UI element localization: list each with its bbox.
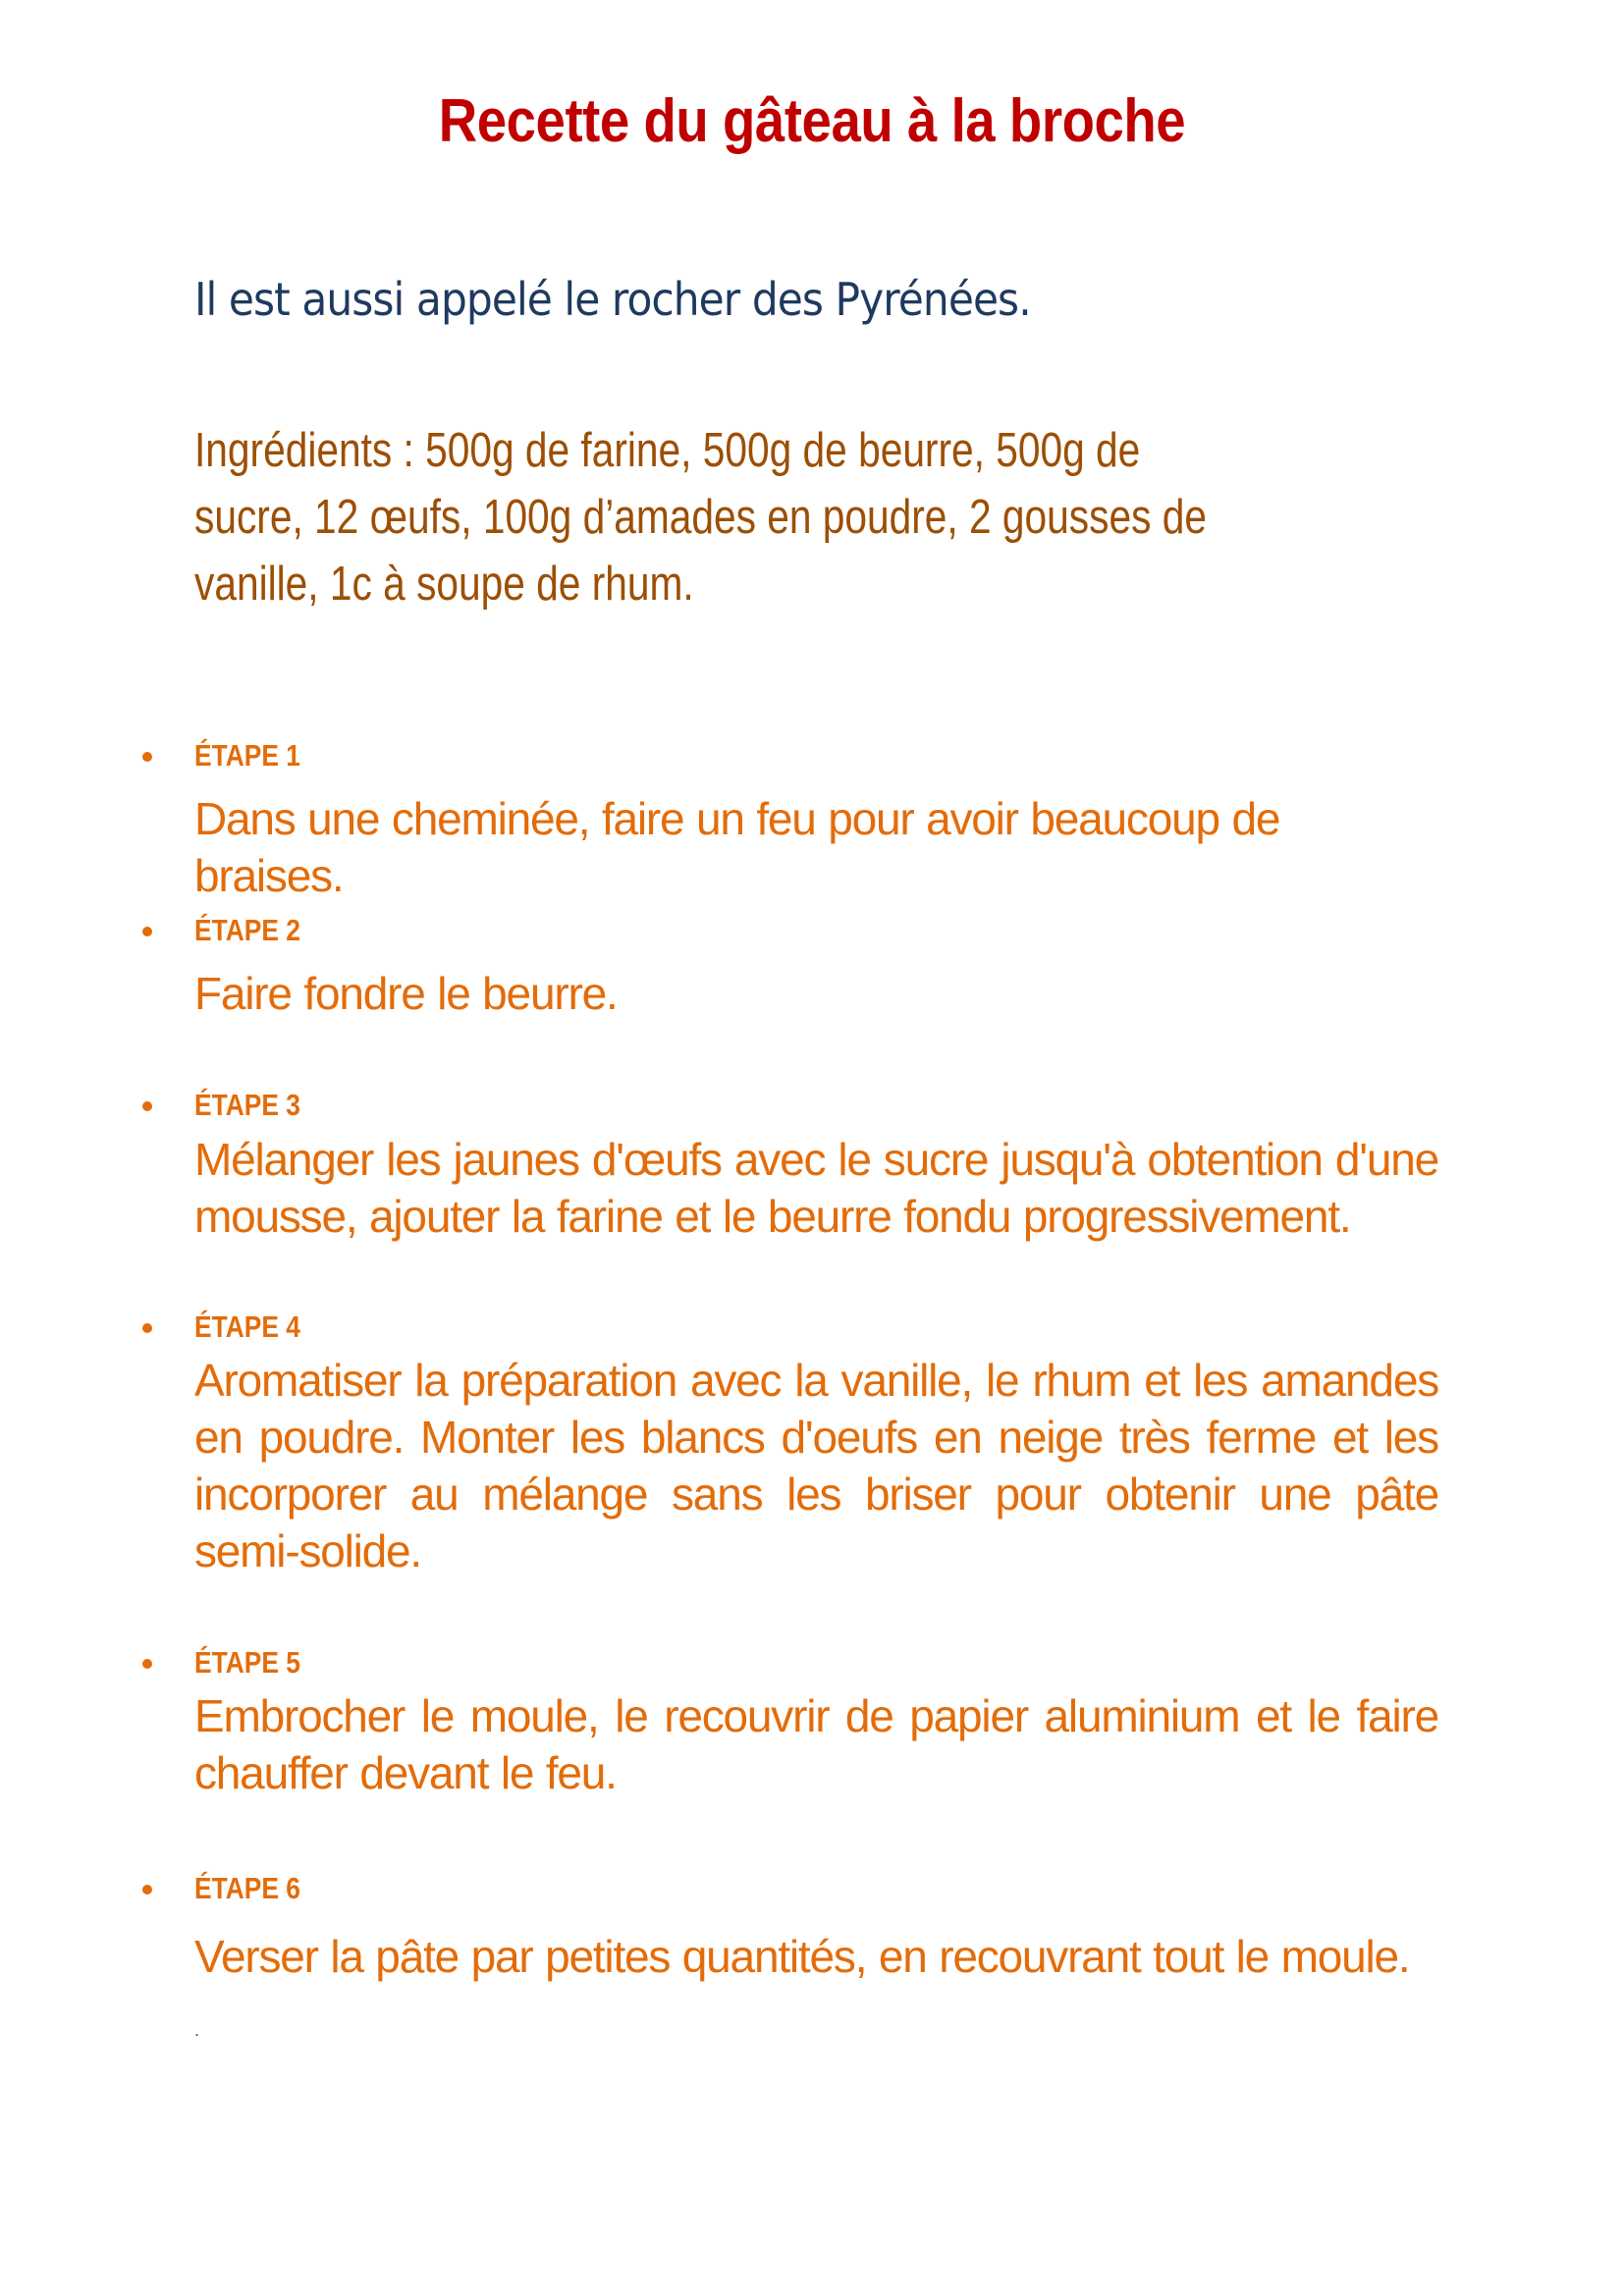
bullet-icon — [142, 1323, 152, 1333]
trailing-mark: . — [194, 2020, 200, 2040]
bullet-icon — [142, 1659, 152, 1669]
page-title: Recette du gâteau à la broche — [438, 87, 1186, 155]
step-label: ÉTAPE 3 — [194, 1088, 300, 1122]
ingredients-paragraph: Ingrédients : 500g de farine, 500g de beurre, 500g de sucre, 12 œufs, 100g d’amades en poudre, 2 gousses de vanille, 1c à soupe de rhum. — [194, 424, 1207, 611]
step-text: Aromatiser la préparation avec la vanille, le rhum et les amandes en poudre. Monter les blancs d'oeufs en neige très ferme et les incorporer au mélange sans les briser pour obtenir une pâte semi-solide. — [194, 1355, 1438, 1576]
bullet-icon — [142, 1101, 152, 1111]
step-text: Mélanger les jaunes d'œufs avec le sucre jusqu'à obtention d'une mousse, ajouter la farine et le beurre fondu progressivement. — [194, 1134, 1438, 1242]
bullet-icon — [142, 752, 152, 762]
step-label: ÉTAPE 5 — [194, 1645, 300, 1680]
step-label: ÉTAPE 4 — [194, 1309, 300, 1344]
step-label: ÉTAPE 6 — [194, 1871, 300, 1905]
step-text: Verser la pâte par petites quantités, en recouvrant tout le moule. — [194, 1931, 1410, 1982]
step-text: Faire fondre le beurre. — [194, 968, 618, 1019]
step-label: ÉTAPE 2 — [194, 913, 300, 947]
step-text: Dans une cheminée, faire un feu pour avoir beaucoup de braises. — [194, 793, 1280, 901]
subtitle: Il est aussi appelé le rocher des Pyrénées. — [194, 273, 1031, 326]
bullet-icon — [142, 1885, 152, 1895]
step-label: ÉTAPE 1 — [194, 738, 300, 773]
step-text: Embrocher le moule, le recouvrir de papier aluminium et le faire chauffer devant le feu. — [194, 1690, 1438, 1798]
bullet-icon — [142, 927, 152, 936]
